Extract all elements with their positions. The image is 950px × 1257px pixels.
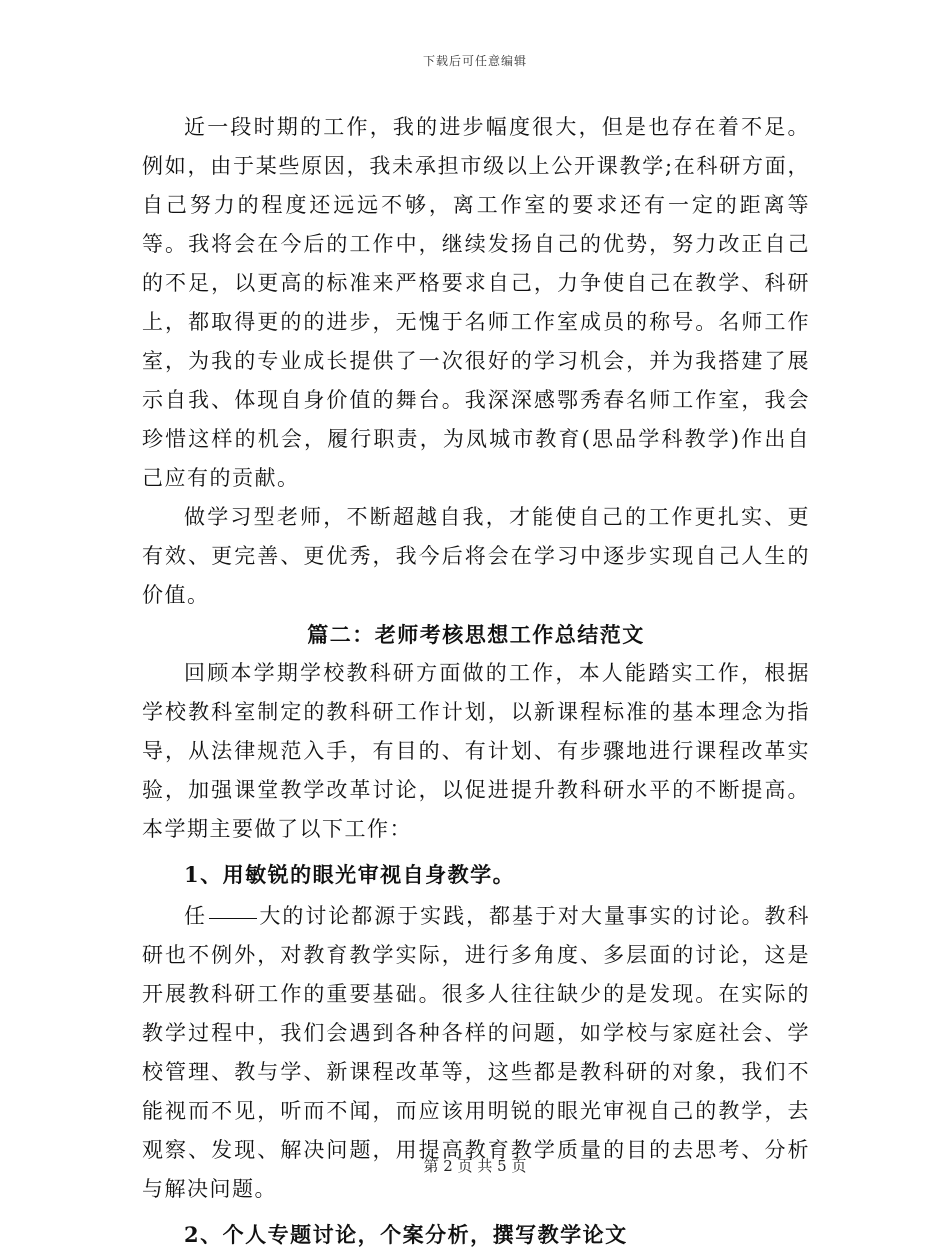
paragraph-1: 近一段时期的工作，我的进步幅度很大，但是也存在着不足。例如，由于某些原因，我未承担市级以上公开课教学;在科研方面，自己努力的程度还远远不够，离工作室的要求还有一定的距离等等。我将会在今后的工作中，继续发扬自己的优势，努力改正自己的不足，以更高的标准来严格要求自己，力争使自己在教学、科研上，都取得更的的进步，无愧于名师工作室成员的称号。名师工作室，为我的专业成长提供了一次很好的学习机会，并为我搭建了展示自我、体现自身价值的舞台。我深深感鄂秀春名师工作室，我会珍惜这样的机会，履行职责，为凤城市教育(思品学科教学)作出自己应有的贡献。	[142, 115, 810, 490]
document-body	[142, 108, 810, 1257]
subheading-1: 1、用敏锐的眼光审视自身教学。	[184, 862, 516, 887]
paragraph-4-start: 任	[184, 904, 207, 928]
paragraph-2: 做学习型老师，不断超越自我，才能使自己的工作更扎实、更有效、更完善、更优秀，我今后将会在学习中逐步实现自己人生的价值。	[142, 505, 810, 607]
subheading-2: 2、个人专题讨论，个案分析，撰写教学论文	[184, 1222, 628, 1247]
page-header: 下载后可任意编辑	[422, 54, 527, 68]
blank-underline	[209, 917, 257, 919]
paragraph-3: 回顾本学期学校教科研方面做的工作，本人能踏实工作，根据学校教科室制定的教科研工作计划，以新课程标准的基本理念为指导，从法律规范入手，有目的、有计划、有步骤地进行课程改革实验，加强课堂教学改革讨论，以促进提升教科研水平的不断提高。本学期主要做了以下工作：	[142, 661, 810, 841]
page-footer: 第 2 页 共 5 页	[423, 1157, 527, 1175]
paragraph-4-rest: 大的讨论都源于实践，都基于对大量事实的讨论。教科研也不例外，对教育教学实际，进行多角度、多层面的讨论，这是开展教科研工作的重要基础。很多人往往缺少的是发现。在实际的教学过程中，我们会遇到各种各样的问题，如学校与家庭社会、学校管理、教与学、新课程改革等，这些都是教科研的对象，我们不能视而不见，听而不闻，而应该用明锐的眼光审视自己的教学，去观察、发现、解决问题，用提高教育教学质量的目的去思考、分析与解决问题。	[142, 904, 811, 1201]
section-heading: 篇二：老师考核思想工作总结范文	[307, 622, 645, 647]
